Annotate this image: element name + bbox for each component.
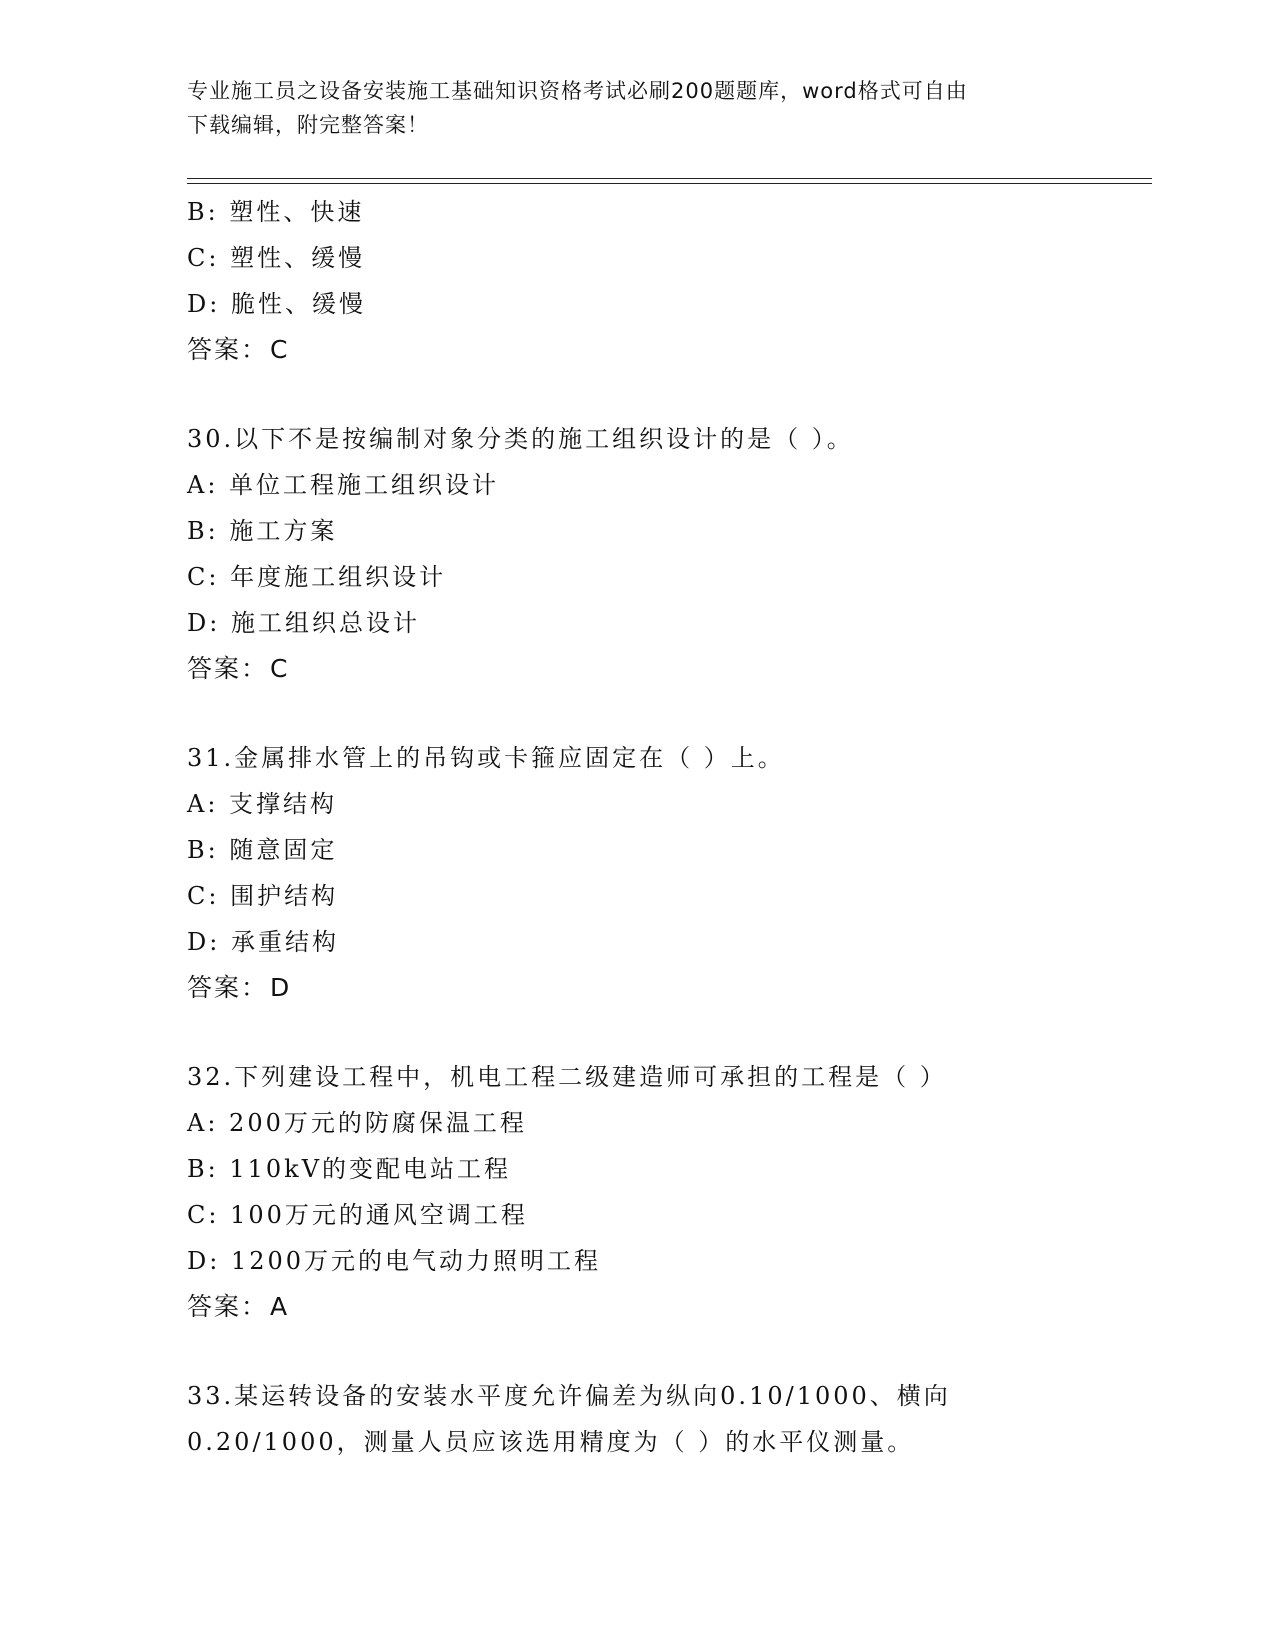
answer-line [187,327,1157,373]
answer-label: 答案： [187,973,269,1002]
answer-value: A [270,1292,290,1321]
question-stem: 31.金属排水管上的吊钩或卡箍应固定在（ ）上。 [187,744,785,772]
option-b: B: 施工方案 [187,517,338,545]
question-29-continued [187,189,1157,373]
option-b: B: 110kV的变配电站工程 [187,1155,512,1183]
question-stem: 30.以下不是按编制对象分类的施工组织设计的是（ ）。 [187,425,854,453]
answer-line [187,1284,1157,1330]
option-a: A: 200万元的防腐保温工程 [187,1109,527,1137]
answer-value: C [270,654,290,683]
question-31 [187,735,1157,1011]
document-header [187,74,1087,142]
option-c: C: 年度施工组织设计 [187,563,447,591]
question-list [187,189,1157,1465]
answer-label: 答案： [187,654,269,683]
option-c: C: 100万元的通风空调工程 [187,1201,528,1229]
question-stem-line-1: 33.某运转设备的安装水平度允许偏差为纵向0.10/1000、横向 [187,1382,951,1410]
question-33 [187,1373,1157,1465]
question-stem-line-2: 0.20/1000，测量人员应该选用精度为（ ）的水平仪测量。 [187,1428,915,1456]
option-b: B: 随意固定 [187,836,338,864]
answer-label: 答案： [187,335,269,364]
option-c: C: 围护结构 [187,882,339,910]
option-d: D: 脆性、缓慢 [187,290,366,318]
option-c: C: 塑性、缓慢 [187,244,366,272]
answer-value: C [270,335,290,364]
header-line-1: 专业施工员之设备安装施工基础知识资格考试必刷200题题库，word格式可自由 [187,79,968,103]
header-divider-bottom [187,183,1152,184]
option-a: A: 支撑结构 [187,790,338,818]
question-32 [187,1054,1157,1330]
answer-line [187,646,1157,692]
question-30 [187,416,1157,692]
option-d: D: 施工组织总设计 [187,609,420,637]
answer-label: 答案： [187,1292,269,1321]
header-divider-top [187,178,1152,179]
option-d: D: 承重结构 [187,928,339,956]
header-line-2: 下载编辑，附完整答案！ [187,113,429,137]
question-stem: 32.下列建设工程中，机电工程二级建造师可承担的工程是（ ） [187,1063,947,1091]
answer-value: D [270,973,292,1002]
answer-line [187,965,1157,1011]
option-d: D: 1200万元的电气动力照明工程 [187,1247,602,1275]
option-a: A: 单位工程施工组织设计 [187,471,500,499]
option-b: B: 塑性、快速 [187,198,365,226]
